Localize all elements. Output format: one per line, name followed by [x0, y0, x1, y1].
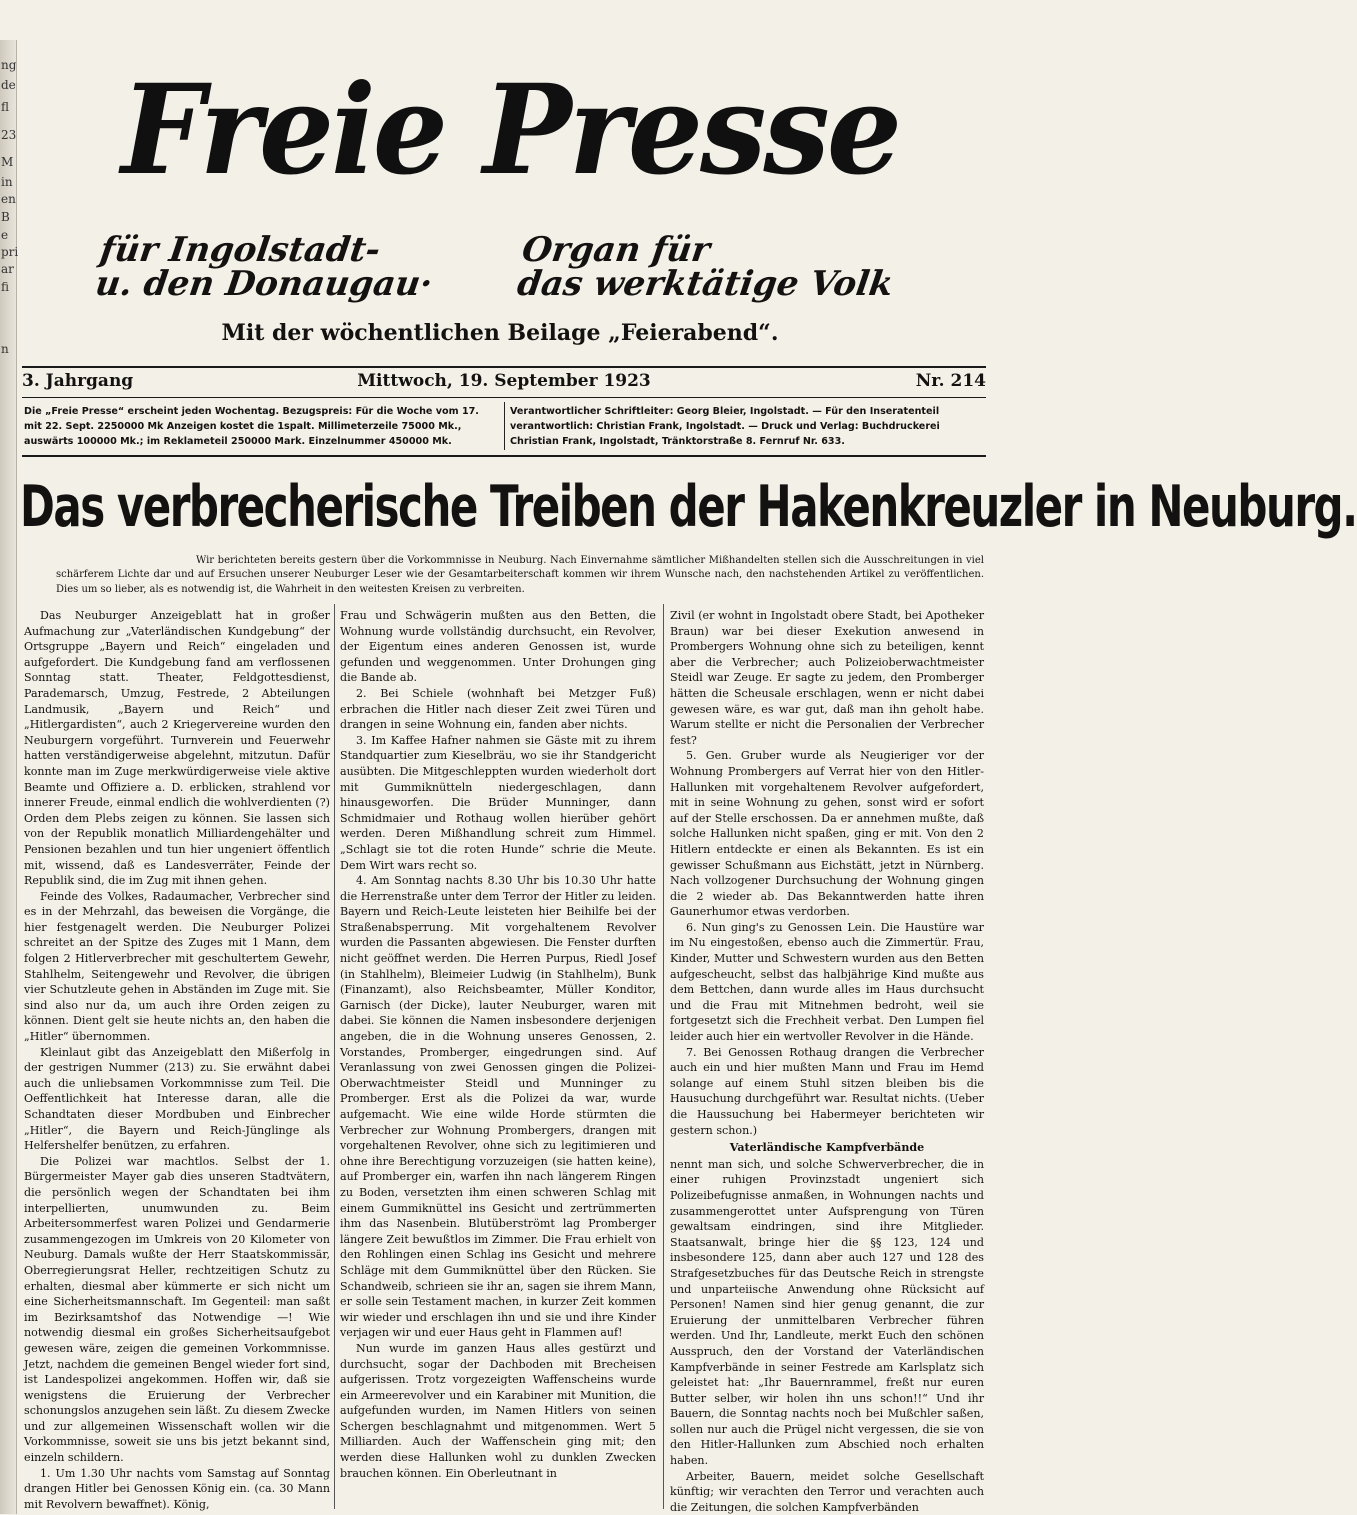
paragraph: Das Neuburger Anzeigeblatt hat in großer Aufmachung zur „Vaterländischen Kundgebung“ der Ortsgruppe „Bayern und Reich“ eingeladen und aufgefordert. Die Kundgebung fand am verflossenen Sonntag statt. Theater, Feldgottesdienst, Parademarsch, Umzug, Festrede, 2 Abteilungen Landmusik, „Bayern und Reich“ und „Hitlergardisten“, auch 2 Kriegervereine wurden den Neuburgern vorgeführt. Turnverein und Feuerwehr hatten verständigerweise abgelehnt, mitzutun. Dafür konnte man im Zuge merkwürdigerweise viele aktive Beamte und Offiziere a. D. erblicken, strahlend vor innerer Freude, einmal endlich die wohlverdienten (?) Orden dem Plebs zeigen zu können. Sie lassen sich von der Republik monatlich Milliardengehälter und Pensionen bezahlen und tun hier ungeniert öffentlich mit, wissend, daß es Landesverräter, Feinde der Republik sind, die im Zug mit ihnen gehen. [24, 609, 330, 888]
edge-fragment: en [1, 192, 16, 206]
edge-fragment: e [1, 228, 9, 242]
masthead-left-tagline [92, 230, 523, 304]
edge-fragment: M [1, 155, 14, 169]
paragraph: 5. Gen. Gruber wurde als Neugieriger vor der Wohnung Prombergers auf Verrat hier von den Hitler-Hallunken mit vorgehaltenem Revolver aufgefordert, mit in seine Wohnung zu gehen, sonst wird er sofort auf der Stelle erschossen. Da er annehmen mußte, daß solche Hallunken nicht spaßen, ging er mit. Von den 2 Hitlern entdeckte er einen als Bekannten. Es ist ein gewisser Schußmann aus Eichstätt, jetzt in Nürnberg. Nach vollzogener Durchsuchung der Wohnung gingen die 2 wieder ab. Das Bekanntwerden hatte ihren Gaunerhumor etwas verdorben. [670, 749, 984, 919]
tagline-line: das werktätige Volk [514, 264, 896, 304]
paragraph: Nun wurde im ganzen Haus alles gestürzt und durchsucht, sogar der Dachboden mit Brecheisen aufgerissen. Trotz vorgezeigten Waffenscheins wurde ein Armeerevolver und ein Karabiner mit Munition, die aufgefunden wurden, im Namen Hitlers von seinen Schergen beschlagnahmt und mitgenommen. Wert 5 Milliarden. Auch der Waffenschein ging mit; den werden diese Hallunken wohl zu dunklen Zwecken brauchen können. Ein Oberleutnant in [340, 1341, 656, 1480]
article-headline: Das verbrecherische Treiben der Hakenkreuzler in Neuburg. [20, 473, 1357, 540]
section-subhead: Vaterländische Kampfverbände [729, 1141, 925, 1155]
dateline [22, 371, 986, 393]
issue-date: Mittwoch, 19. September 1923 [357, 371, 651, 391]
volume-label: 3. Jahrgang [22, 371, 134, 391]
top-rule [22, 366, 986, 368]
imprint-info: Verantwortlicher Schriftleiter: Georg Bleier, Ingolstadt. — Für den Inseratenteil verantwortlich: Christian Frank, Ingolstadt. — Druck und Verlag: Buchdruckerei Christian Frank, Ingolstadt, Tränktorstraße 8. Fernruf Nr. 633. [510, 406, 940, 447]
column-divider [334, 604, 335, 1509]
paragraph: 1. Um 1.30 Uhr nachts vom Samstag auf Sonntag drangen Hitler bei Genossen König ein. (ca. 30 Mann mit Revolvern bewaffnet). König, [24, 1466, 330, 1511]
edge-fragment: pri [1, 245, 19, 259]
supplement-note: Mit der wöchentlichen Beilage „Feierabend“. [221, 320, 779, 346]
edge-fragment: n [1, 342, 9, 356]
paragraph: Arbeiter, Bauern, meidet solche Gesellschaft künftig; wir verachten den Terror und verachten auch die Zeitungen, die solchen Kampfverbänden [670, 1469, 984, 1514]
paragraph: 4. Am Sonntag nachts 8.30 Uhr bis 10.30 Uhr hatte die Herrenstraße unter dem Terror der Hitler zu leiden. Bayern und Reich-Leute leisteten hier Beihilfe bei der Straßenabsperrung. Mit vorgehaltenem Revolver wurden die Passanten abgewiesen. Die Fenster durften nicht geöffnet werden. Die Herren Purpus, Riedl Josef (in Stahlhelm), Bleimeier Ludwig (in Stahlhelm), Bunk (Finanzamt), also Reichsbeamter, Müller Konditor, Garnisch (der Dicke), lauter Neuburger, waren mit dabei. Sie können die Namen insbesondere derjenigen angeben, die in die Wohnung unseres Genossen, 2. Vorstandes, Promberger, eingedrungen sind. Auf Veranlassung von zwei Genossen gingen die Polizei-Oberwachtmeister Steidl und Munninger zu Promberger. Erst als die Polizei da war, wurde aufgemacht. Wie eine wilde Horde stürmten die Verbrecher zur Wohnung Prombergers, drangen mit vorgehaltenen Revolver, ohne sich zu legitimieren und ohne ihre Berechtigung vorzuzeigen (sie hatten keine), auf Promberger ein, warfen ihn nach längerem Ringen zu Boden, versetzten ihm einen schweren Schlag mit einem Gummiknüttel ins Gesicht und zertrümmerten ihm das Nasenbein. Blutüberströmt lag Promberger längere Zeit bewußtlos im Zimmer. Die Frau erhielt von den Rohlingen einen Schlag ins Gesicht und mehrere Schläge mit dem Gummiknüttel über den Rücken. Sie Schandweib, schrieen sie ihr an, sagen sie ihrem Mann, er solle sein Testament machen, in kurzer Zeit kommen wir wieder und erschlagen ihn und sie und ihre Kinder verjagen wir und euer Haus geht in Flammen auf! [340, 874, 656, 1340]
tagline-line: für Ingolstadt- [97, 230, 383, 270]
edge-fragment: 23 [1, 128, 17, 142]
info-divider [504, 402, 505, 450]
subscription-info: Die „Freie Presse“ erscheint jeden Wochentag. Bezugspreis: Für die Woche vom 17. mit 22. Sept. 2250000 Mk Anzeigen kostet die 1spalt. Millimeterzeile 75000 Mk., auswärts 100000 Mk.; im Reklameteil 250000 Mark. Einzelnummer 450000 Mk. [24, 406, 479, 447]
paragraph: Kleinlaut gibt das Anzeigeblatt den Mißerfolg in der gestrigen Nummer (213) zu. Sie erwähnt dabei auch die unliebsamen Vorkommnisse zum Teil. Die Oeffentlichkeit hat Interesse daran, alle die Schandtaten dieser Mordbuben und Einbrecher „Hitler“, die Bayern und Reich-Jünglinge als Helfershelfer benützen, zu erfahren. [24, 1045, 330, 1153]
paragraph: Die Polizei war machtlos. Selbst der 1. Bürgermeister Mayer gab dies unseren Stadtvätern, die persönlich wegen der Schandtaten bei ihm interpellierten, unumwunden zu. Beim Arbeitersommerfest waren Polizei und Gendarmerie zusammengezogen im Umkreis von 20 Kilometer von Neuburg. Damals wußte der Herr Staatskommissär, Oberregierungsrat Heller, rechtzeitigen Schutz zu erhalten, diesmal aber kümmerte er sich nicht um eine Sicherheitsmannschaft. Im Gegenteil: man saßt im Bezirksamtshof das Notwendige —! Wie notwendig diesmal ein großes Sicherheitsaufgebot gewesen wäre, zeigen die gemeinen Vorkommnisse. Jetzt, nachdem die gemeinen Bengel wieder fort sind, ist Landespolizei angekommen. Hoffen wir, daß sie wenigstens die Eruierung der Verbrecher schonungslos anzugehen sein läßt. Zu diesem Zwecke und zur allgemeinen Wissenschaft wollen wir die Vorkommnisse, soweit sie uns bis jetzt bekannt sind, einzeln schildern. [24, 1154, 330, 1465]
edge-fragment: fi [1, 280, 10, 294]
edge-fragment: ar [1, 262, 14, 276]
edge-fragment: B [1, 210, 10, 224]
edge-fragment: ng [1, 58, 17, 72]
masthead [40, 55, 980, 304]
paragraph: nennt man sich, und solche Schwerverbrecher, die in einer ruhigen Provinzstadt ungeniert sich Polizeibefugnisse anmaßen, in Wohnungen nachts und zusammengerottet unter Aufsprengung von Türen gewaltsam eindringen, sind ihre Mitglieder. Staatsanwalt, bringe hier die §§ 123, 124 und insbesondere 125, dann aber auch 127 und 128 des Strafgesetzbuches für das Deutsche Reich in strengste und unparteiische Anwendung ohne Rücksicht auf Personen! Namen sind hier genug genannt, die zur Eruierung der unmittelbaren Verbrecher führen werden. Und Ihr, Landleute, merkt Euch den schönen Ausspruch, den der Vorstand der Vaterländischen Kampfverbände in seiner Festrede am Karlsplatz sich geleistet hat: „Ihr Bauernrammel, freßt nur euren Butter selber, wir holen ihn uns schon!!“ Und ihr Bauern, die Sonntag nachts noch bei Mußchler saßen, sollen nur auch die Prügel nicht vergessen, die sie von den Hitler-Hallunken zum Abschied noch erhalten haben. [670, 1157, 984, 1468]
dateline-rule [22, 397, 986, 398]
paragraph: Zivil (er wohnt in Ingolstadt obere Stadt, bei Apotheker Braun) war bei dieser Exekution anwesend in Prombergers Wohnung ohne sich zu beteiligen, kennt aber die Verbrecher; auch Polizeioberwachtmeister Steidl war Zeuge. Er sagte zu jedem, den Promberger hätten die Scheusale erschlagen, wenn er nicht dabei gewesen wäre, es war gut, daß man ihn geholt habe. Warum stellte er nicht die Personalien der Verbrecher fest? [670, 609, 984, 747]
paragraph: 7. Bei Genossen Rothaug drangen die Verbrecher auch ein und hier mußten Mann und Frau im Hemd solange auf einem Stuhl sitzen bleiben bis die Hausuchung durchgeführt war. Resultat nichts. (Ueber die Haussuchung bei Habermeyer berichteten wir gestern schon.) [670, 1045, 984, 1137]
paragraph: 3. Im Kaffee Hafner nahmen sie Gäste mit zu ihrem Standquartier zum Kieselbräu, wo sie ihr Standgericht ausübten. Die Mitgeschleppten wurden wiederholt dort mit Gummiknütteln niedergeschlagen, dann hinausgeworfen. Die Brüder Munninger, dann Schmidmaier und Rothaug wollen hierüber gehört werden. Deren Mißhandlung schreit zum Himmel. „Schlagt sie tot die roten Hunde“ schrie die Meute. Dem Wirt wars recht so. [340, 733, 656, 872]
article-intro: Wir berichteten bereits gestern über die Vorkommnisse in Neuburg. Nach Einvernahme sämtlicher Mißhandelten stellen sich die Ausschreitungen in viel schärferem Lichte dar und auf Ersuchen unserer Neuburger Leser wie der Gesamtarbeiterschaft kommen wir ihrem Wunsche nach, den nachstehenden Artikel zu veröffentlichen. Dies um so lieber, als es notwendig ist, die Wahrheit in den weitesten Kreisen zu verbreiten. [56, 555, 984, 595]
masthead-right-tagline [514, 230, 965, 304]
edge-fragment: in [1, 175, 13, 189]
article-column-2 [340, 608, 656, 1508]
issue-number: Nr. 214 [915, 371, 986, 391]
paragraph: Frau und Schwägerin mußten aus den Betten, die Wohnung wurde vollständig durchsucht, ein Revolver, der Eigentum eines anderen Genossen ist, wurde gefunden und weggenommen. Unter Drohungen ging die Bande ab. [340, 609, 656, 685]
edge-fragment: fl [1, 100, 10, 114]
tagline-line: Organ für [519, 230, 713, 270]
info-rule [22, 455, 986, 457]
paragraph: 2. Bei Schiele (wohnhaft bei Metzger Fuß) erbrachen die Hitler nach dieser Zeit zwei Türen und drangen in seine Wohnung ein, fanden aber nichts. [340, 686, 656, 732]
article-column-3 [670, 608, 984, 1514]
paragraph: 6. Nun ging's zu Genossen Lein. Die Haustüre war im Nu eingestoßen, ebenso auch die Zimmertür. Frau, Kinder, Mutter und Schwestern wurden aus den Betten aufgescheucht, selbst das halbjährige Kind mußte aus dem Bettchen, dann wurde alles im Haus durchsucht und die Frau mit Mitnehmen bedroht, weil sie fortgesetzt sich die Frechheit verbat. Den Lumpen fiel leider auch hier ein wertvoller Revolver in die Hände. [670, 920, 984, 1044]
masthead-title: Freie Presse [121, 56, 899, 203]
column-divider [663, 604, 664, 1509]
edge-fragment: de [1, 78, 16, 92]
article-column-1 [24, 608, 330, 1511]
adjacent-page-edge [0, 40, 17, 1514]
paragraph: Feinde des Volkes, Radaumacher, Verbrecher sind es in der Mehrzahl, das beweisen die Vorgänge, die hier festgenagelt werden. Die Neuburger Polizei schreitet an der Spitze des Zuges mit 1 Mann, dem folgen 2 Hitlerverbrecher mit geschultertem Gewehr, Stahlhelm, Seitengewehr und Revolver, die übrigen vier Schutzleute gehen in Abständen im Zuge mit. Sie sind also nur da, um auch ihre Orden zeigen zu können. Dient gelt sie heute nichts an, den haben die „Hitler“ übernommen. [24, 889, 330, 1044]
tagline-line: u. den Donaugau· [92, 264, 435, 304]
